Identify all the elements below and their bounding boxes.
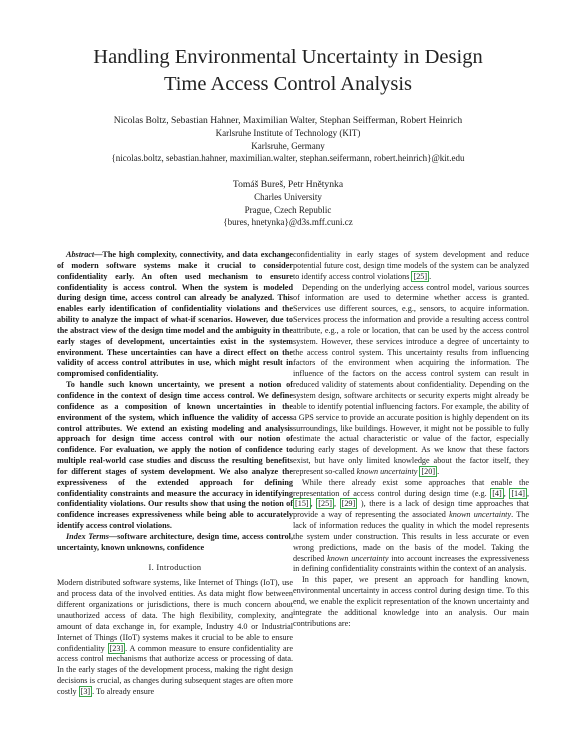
author-location: Karlsruhe, Germany: [251, 140, 325, 151]
citation-link[interactable]: [14]: [511, 488, 525, 498]
paragraph-related-work: [293, 478, 529, 576]
right-column: [293, 250, 529, 630]
index-terms-text: —software architecture, design time, access control, uncertainty, known unknowns, confidence: [57, 531, 293, 552]
paragraph-uncertainty: [293, 283, 529, 478]
abstract: [57, 250, 293, 532]
text-run: ,: [503, 488, 510, 498]
emphasis-text: known uncertainty: [449, 510, 512, 520]
abstract-lead: Abstract: [66, 250, 95, 259]
text-run: Modern distributed software systems, like Internet of Things (IoT), use and process data of the involved entities. As data might flow between different organizations or jurisdictions, there is much concern about unauthorized access of data. The high flexibility, complexity, and amount of data exchange in, for example, Industry 4.0 or Industrial Internet of Things (IIoT) systems makes it crucial to be able to ensure confidentiality: [57, 578, 293, 653]
index-terms-lead: Index Terms: [66, 531, 109, 541]
index-terms: [57, 532, 293, 554]
text-run: .: [437, 466, 440, 476]
text-run: ,: [526, 488, 529, 498]
citation-link[interactable]: [25]: [413, 271, 428, 281]
citation-link[interactable]: [25]: [318, 499, 332, 509]
emphasis-text: known uncertainty: [356, 466, 418, 476]
introduction-paragraph-1: [57, 578, 293, 697]
left-column: [57, 250, 293, 698]
citation-link[interactable]: [23]: [109, 643, 124, 653]
emphasis-text: known uncertainty: [327, 553, 389, 563]
abstract-paragraph-2: To handle such known uncertainty, we present a notion of confidence in the context of design time access control. We define confidence as a composition of known uncertainties in the environment of the system, which influence the validity of access control attributes. We extend an existing modeling and analysis approach for design time access control with our notion of confidence. For evaluation, we apply the notion of confidence to multiple real-world case studies and discuss the resulting benefits for different stages of system development. We also analyze the expressiveness of the extended approach for defining confidentiality constraints and measure the accuracy in identifying confidentiality violations. Our results show that using the notion of confidence increases expressiveness while being able to accurately identify access control violations.: [57, 380, 293, 531]
text-run: into account increases the expressiveness in defining confidentiality constraints within the context of an analysis.: [293, 553, 530, 574]
title-line-1: Handling Environmental Uncertainty in Design: [93, 46, 483, 68]
text-run: While there already exist some approaches that enable the representation of access control during design time (e.g.: [293, 477, 529, 498]
author-email: {bures, hnetynka}@d3s.mff.cuni.cz: [223, 217, 353, 228]
author-affiliation: Charles University: [254, 192, 322, 202]
author-affiliation: Karlsruhe Institute of Technology (KIT): [215, 128, 361, 138]
author-location: Prague, Czech Republic: [244, 204, 332, 215]
text-run: confidentiality in early stages of system development and reduce potential future cost, design time models of the system can be analyzed to identify access control violations: [293, 250, 529, 281]
author-block-charles: [40, 178, 536, 229]
citation-link[interactable]: [29]: [341, 499, 356, 509]
text-run: ,: [310, 499, 317, 509]
author-email: {nicolas.boltz, sebastian.hahner, maximilian.walter, stephan.seifermann, robert.heinrich}@kit.edu: [111, 153, 465, 164]
text-run: ), there is a lack of design time approaches that provide a way of representing the associated: [293, 499, 530, 520]
text-run: ,: [333, 499, 340, 509]
text-run: . To already ensure: [92, 686, 155, 696]
title-line-2: Time Access Control Analysis: [163, 73, 413, 95]
citation-link[interactable]: [20]: [421, 466, 436, 476]
introduction-body: [57, 578, 293, 697]
citation-link[interactable]: [15]: [295, 499, 309, 509]
paragraph-continued: [293, 250, 529, 283]
author-names: Nicolas Boltz, Sebastian Hahner, Maximilian Walter, Stephan Seifferman, Robert Heinrich: [113, 115, 463, 126]
text-run: .: [429, 271, 432, 281]
text-run: Depending on the underlying access control model, various sources of information are used to determine whether access is granted. Services use different sources, e.g., sensors, to acquire information. Services process the information and provide a resulting access control attribute, e.g., a role or location, that can be used by the access control system. However, these services introduce a degree of uncertainty to the access control system. This uncertainty results from influencing factors of the environment when acquiring the information. The influence of the factors on the access control system can result in reduced validity of statements about confidentiality. Depending on the system design, software architects or security experts might already be able to identify potential influencing factors. For example, the ability of a GPS service to provide an accurate position is highly dependent on its surroundings, like buildings. However, it might not be possible to fully estimate the actual characteristic or value of the factor, especially during early stages of development. As we know that these factors exist, but have only limited knowledge about the factor itself, they represent so-called: [293, 282, 529, 476]
citation-link[interactable]: [4]: [492, 488, 502, 498]
paper-title: [40, 44, 536, 98]
citation-link[interactable]: [3]: [80, 686, 91, 696]
abstract-text: —The high complexity, connectivity, and data exchange of modern software systems make it crucial to consider confidentiality early. An often used mechanism to ensure confidentiality is access control. When the system is modeled during design time, access control can already be analyzed. This enables early identification of confidentiality violations and the ability to analyze the impact of what-if scenarios. However, due to the abstract view of the design time model and the ambiguity in the early stages of development, uncertainties exist in the system environment. These uncertainties can have a direct effect on the validity of access control attributes in use, which might result in compromised confidentiality.: [57, 250, 293, 379]
paragraph-contribution: In this paper, we present an approach for handling known, environmental uncertainty in access control during design time. To this end, we enable the explicit representation of the known uncertainty and integrate the additional knowledge into an analysis. Our main contributions are:: [293, 575, 529, 628]
text-run: . A common measure to ensure confidentiality are access control mechanisms that authorize access or processing of data. In the early stages of the development process, making the right design decisions is crucial, as changes during subsequent stages are often more costly: [57, 643, 293, 696]
author-names: Tomáš Bureš, Petr Hnětynka: [232, 179, 344, 190]
author-block-kit: [40, 114, 536, 165]
abstract-paragraph-1: [57, 250, 293, 380]
section-heading-introduction: I. Introduction: [148, 562, 202, 572]
text-run: . The lack of information reduces the quality in which the model represents the system under construction. This results in less accurate or even wrong predictions, made on the basis of the model. Taking the described: [293, 510, 529, 563]
